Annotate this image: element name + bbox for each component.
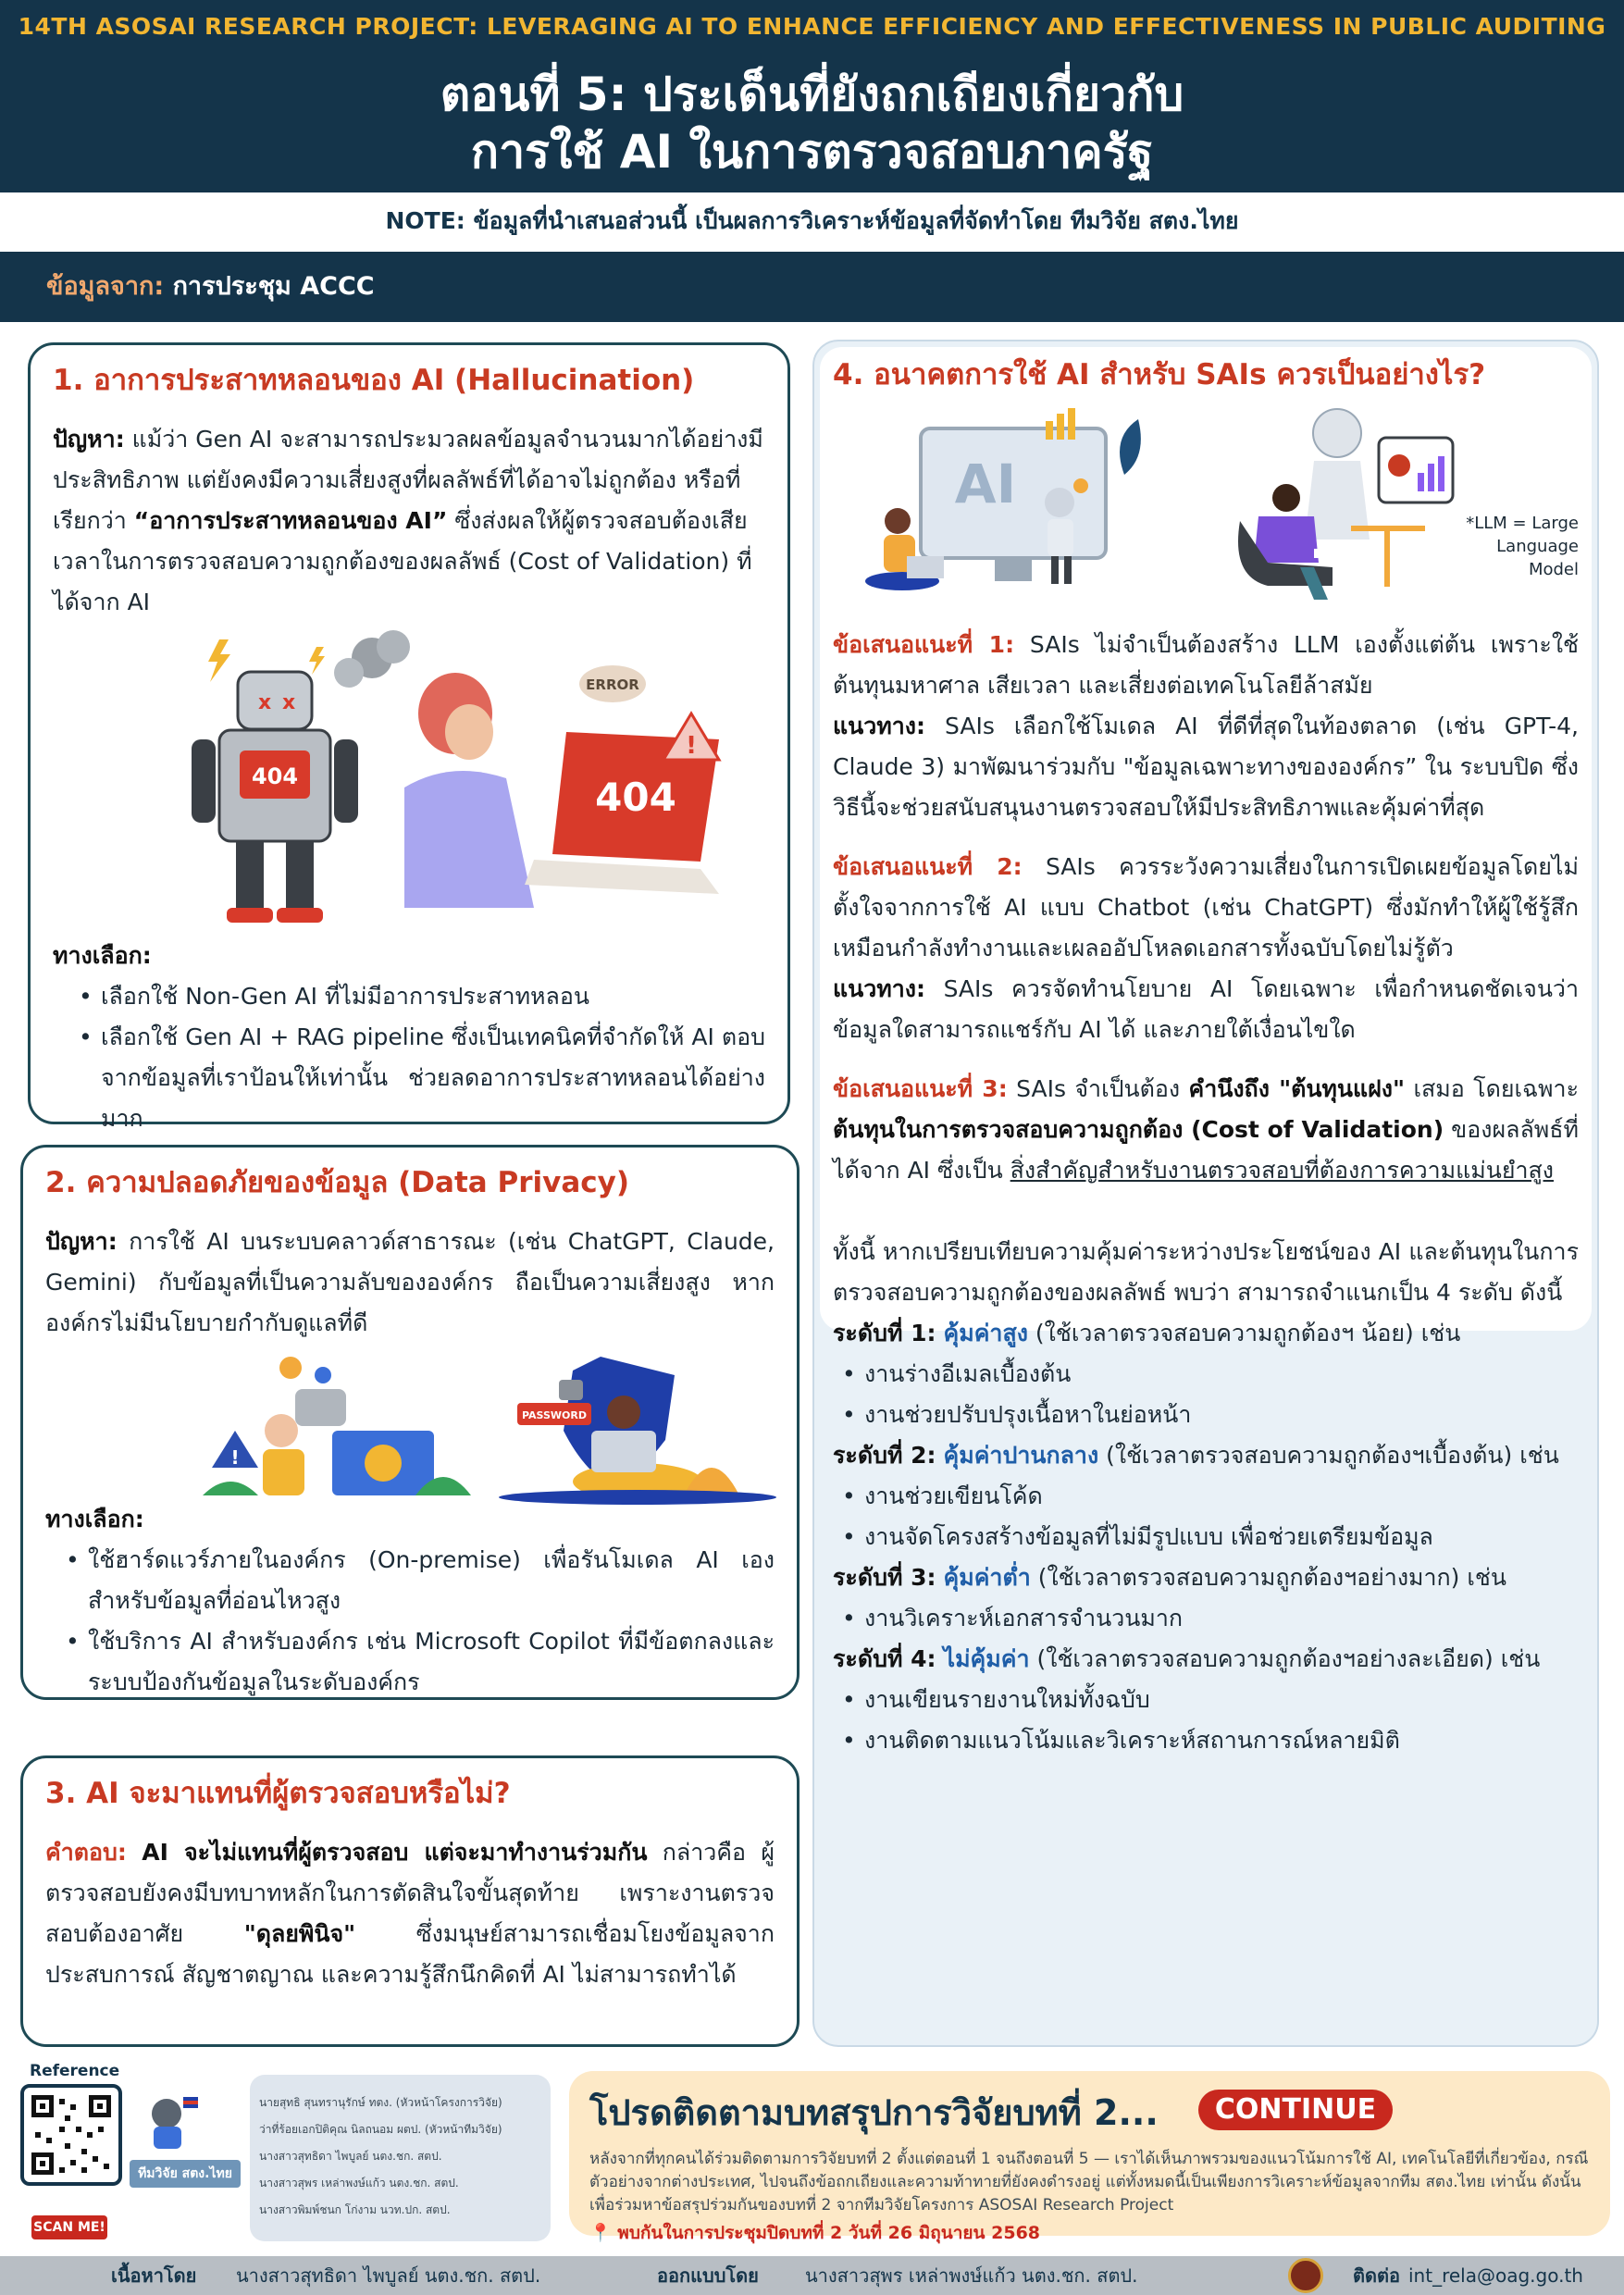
rec2-label: ข้อเสนอแนะที่ 2: <box>833 853 1023 880</box>
llm-footnote: *LLM = Large Language Model <box>1466 514 1579 579</box>
ai-replace-panel <box>20 1755 800 2047</box>
hallucination-title: 1. อาการประสาทหลอนของ AI (Hallucination) <box>53 364 695 397</box>
page-title-line1: ตอนที่ 5: ประเด็นที่ยังถกเถียงเกี่ยวกับ <box>440 68 1184 121</box>
password-label: PASSWORD <box>521 1409 588 1421</box>
page-title-line2: การใช้ AI ในการตรวจสอบภาครัฐ <box>470 125 1154 179</box>
list-item: • งานติดตามแนวโน้มและวิเคราะห์สถานการณ์หลายมิติ <box>842 1720 1579 1761</box>
recommendation-2 <box>833 847 1579 969</box>
level-name: คุ้มค่าปานกลาง <box>943 1442 1099 1469</box>
list-item: • ใช้ฮาร์ดแวร์ภายในองค์กร (On-premise) เพื่อรันโมเดล AI เอง สำหรับข้อมูลที่อ่อนไหวสูง <box>66 1540 775 1621</box>
content-by-label: เนื้อหาโดย <box>111 2264 197 2287</box>
research-team-mascot-icon <box>137 2090 202 2154</box>
recommendation-2-approach <box>833 969 1579 1050</box>
meeting-date <box>589 2219 1590 2247</box>
hallucination-options <box>79 976 765 1139</box>
list-item: • งานร่างอีเมลเบื้องต้น <box>842 1354 1579 1395</box>
list-item: • เลือกใช้ Gen AI + RAG pipeline ซึ่งเป็นเทคนิคที่จำกัดให้ AI ตอบจากข้อมูลที่เราป้อนให้เท่านั้น ช่วยลดอาการประสาทหลอนได้อย่างมาก <box>79 1017 765 1139</box>
rec3-label: ข้อเสนอแนะที่ 3: <box>833 1075 1008 1102</box>
answer-label: คำตอบ: <box>45 1839 127 1866</box>
list-item: • ใช้บริการ AI สำหรับองค์กร เช่น Microsoft Copilot ที่มีข้อตกลงและระบบป้องกันข้อมูลในระดับองค์กร <box>66 1621 775 1703</box>
list-item: • เลือกใช้ Non-Gen AI ที่ไม่มีอาการประสาทหลอน <box>79 976 765 1017</box>
level-desc: (ใช้เวลาตรวจสอบความถูกต้องฯอย่างละเอียด) เช่น <box>1036 1645 1541 1672</box>
location-pin-icon: 📍 <box>589 2223 612 2243</box>
level-4 <box>833 1639 1579 1680</box>
rec2-way-text: SAIs ควรจัดทำนโยบาย AI โดยเฉพาะ เพื่อกำหนดชัดเจนว่าข้อมูลใดสามารถแชร์กับ AI ได้ และภายใต้เงื่อนไขใด <box>833 975 1579 1043</box>
future-ai-title: 4. อนาคตการใช้ AI สำหรับ SAIs ควรเป็นอย่างไร? <box>833 358 1486 391</box>
team-member: นางสาวพิมพ์ชนก โก่งาม นวท.ปก. สตป. <box>259 2203 451 2216</box>
recommendation-3 <box>833 1069 1579 1191</box>
future-ai-panel <box>812 340 1599 2047</box>
svg-text:!: ! <box>686 732 697 760</box>
problem-emphasis: “อาการประสาทหลอนของ AI” <box>133 507 448 534</box>
level-2-items <box>842 1476 1579 1557</box>
cost-comparison-intro: ทั้งนี้ หากเปรียบเทียบความคุ้มค่าระหว่างประโยชน์ของ AI และต้นทุนในการตรวจสอบความถูกต้องของผลลัพธ์ พบว่า สามารถจำแนกเป็น 4 ระดับ ดังนี้ <box>833 1238 1579 1306</box>
problem-label: ปัญหา: <box>45 1228 118 1255</box>
level-name: คุ้มค่าต่ำ <box>943 1564 1031 1591</box>
contact-email[interactable]: int_rela@oag.go.th <box>1408 2264 1583 2287</box>
laptop-404-code: 404 <box>595 775 676 820</box>
level-1 <box>833 1313 1579 1354</box>
header-banner <box>0 0 1624 192</box>
team-member: ว่าที่ร้อยเอกปิติคุณ นิลถนอม ผตป. (หัวหน้าทีมวิจัย) <box>259 2123 502 2136</box>
contact-label: ติดต่อ <box>1353 2264 1400 2287</box>
source-bar <box>0 252 1624 322</box>
ai-replace-title: 3. AI จะมาแทนที่ผู้ตรวจสอบหรือไม่? <box>45 1777 511 1810</box>
recommendation-1 <box>833 625 1579 706</box>
svg-text:!: ! <box>230 1446 240 1469</box>
continue-body: หลังจากที่ทุกคนได้ร่วมติดตามการวิจัยบทที่ 2 ตั้งแต่ตอนที่ 1 จนถึงตอนที่ 5 — เราได้เห็นภาพรวมของแนวโน้มการใช้ AI, เทคโนโลยีที่เกี่ยวข้อง, กรณีตัวอย่างจากต่างประเทศ, ไปจนถึงข้อถกเถียงและความท้าทายที่ยังคงดำรงอยู่ แต่ทั้งหมดนี้เป็นเพียงการวิเคราะห์ข้อมูลจากทีม สตง.ไทย เท่านั้น ดังนั้น เพื่อร่วมหาข้อสรุปร่วมกันของบทที่ 2 จากทีมวิจัยโครงการ ASOSAI Research Project <box>589 2150 1589 2214</box>
level-3-items <box>842 1598 1579 1639</box>
rec2-way-label: แนวทาง: <box>833 975 925 1002</box>
future-ai-content <box>833 356 1579 1761</box>
oag-seal-icon <box>1288 2258 1323 2293</box>
monitor-ai-text: AI <box>954 453 1017 515</box>
options-label: ทางเลือก: <box>45 1506 144 1532</box>
continue-banner <box>569 2071 1610 2243</box>
ai-replace-answer <box>45 1832 775 1995</box>
source-value: การประชุม ACCC <box>172 272 375 301</box>
svg-text:x: x <box>258 691 272 714</box>
level-label: ระดับที่ 2: <box>833 1442 936 1469</box>
source-label: ข้อมูลจาก: <box>46 272 165 301</box>
project-eyebrow: 14TH ASOSAI RESEARCH PROJECT: LEVERAGING AI TO ENHANCE EFFICIENCY AND EFFECTIVENESS IN PUBLIC AUDITING <box>18 13 1606 40</box>
list-item: • งานวิเคราะห์เอกสารจำนวนมาก <box>842 1598 1579 1639</box>
recommendation-1-approach <box>833 706 1579 828</box>
rec1-way-text: SAIs เลือกใช้โมเดล AI ที่ดีที่สุดในท้องตลาด (เช่น GPT-4, Claude 3) มาพัฒนาร่วมกับ "ข้อมูลเฉพาะทางขององค์กร” ใน ระบบปิด ซึ่งวิธีนี้จะช่วยสนับสนุนงานตรวจสอบให้มีประสิทธิภาพและคุ้มค่าที่สุด <box>833 713 1579 821</box>
team-member: นางสาวสุทธิดา ไพบูลย์ นตง.ชก. สตป. <box>259 2150 442 2163</box>
hallucination-panel <box>28 342 790 1132</box>
credits-bar <box>0 2256 1624 2295</box>
level-4-items <box>842 1680 1579 1761</box>
privacy-problem-text: การใช้ AI บนระบบคลาวด์สาธารณะ (เช่น ChatGPT, Claude, Gemini) กับข้อมูลที่เป็นความลับขององค์กร ถือเป็นความเสี่ยงสูง หากองค์กรไม่มีนโยบายกำกับดูแลที่ดี <box>45 1228 775 1336</box>
rec3-underline: สิ่งสำคัญสำหรับงานตรวจสอบที่ต้องการความแม่นยำสูง <box>1010 1157 1554 1184</box>
level-label: ระดับที่ 3: <box>833 1564 936 1591</box>
data-security-image <box>45 1347 776 1505</box>
note-text: NOTE: ข้อมูลที่นำเสนอส่วนนี้ เป็นผลการวิเคราะห์ข้อมูลที่จัดทำโดย ทีมวิจัย สตง.ไทย <box>385 207 1239 234</box>
problem-text-a: แม้ว่า Gen AI จะสามารถประมวลผลข้อมูลจำนวนมากได้อย่างมีประสิทธิภาพ แต่ยังคงมีความเสี่ยงสูงที่ผลลัพธ์ที่ได้อาจไม่ถูกต้อง หรือที่เรียกว่า <box>53 426 763 534</box>
rec3-bold-1: คำนึงถึง "ต้นทุนแฝง" <box>1188 1075 1405 1102</box>
answer-text-b: ซึ่งมนุษย์สามารถเชื่อมโยงข้อมูลจากประสบการณ์ สัญชาตญาณ และความรู้สึกนึกคิดที่ AI ไม่สามารถทำได้ <box>45 1920 775 1988</box>
list-item: • งานจัดโครงสร้างข้อมูลที่ไม่มีรูปแบบ เพื่อช่วยเตรียมข้อมูล <box>842 1517 1579 1557</box>
team-member: นายสุทธิ สุนทรานุรักษ์ ทตง. (หัวหน้าโครงการวิจัย) <box>259 2096 502 2109</box>
list-item: • งานช่วยปรับปรุงเนื้อหาในย่อหน้า <box>842 1395 1579 1435</box>
rec1-text: SAIs ไม่จำเป็นต้องสร้าง LLM เองตั้งแต่ต้น เพราะใช้ต้นทุนมหาศาล เสียเวลา และเสี่ยงต่อเทคโนโลยีล้าสมัย <box>833 631 1579 699</box>
options-label: ทางเลือก: <box>53 942 152 969</box>
level-3 <box>833 1557 1579 1598</box>
future-ai-illustration <box>833 401 1579 614</box>
rec3-text-c: ของผลลัพธ์ที่ได้จาก AI ซึ่งเป็น <box>833 1116 1579 1184</box>
rec3-text-a: SAIs จำเป็นต้อง <box>1016 1075 1181 1102</box>
privacy-problem <box>45 1222 775 1344</box>
hallucination-problem <box>53 419 765 623</box>
svg-text:x: x <box>282 691 296 714</box>
list-item: • งานเขียนรายงานใหม่ทั้งฉบับ <box>842 1680 1579 1720</box>
level-desc: (ใช้เวลาตรวจสอบความถูกต้องฯเบื้องต้น) เช่น <box>1106 1442 1559 1469</box>
design-by-name: นางสาวสุพร เหล่าพงษ์แก้ว นตง.ชก. สตป. <box>805 2264 1138 2287</box>
reference-label: Reference <box>30 2062 120 2080</box>
level-label: ระดับที่ 4: <box>833 1645 936 1672</box>
team-members-box <box>250 2075 551 2241</box>
privacy-options <box>66 1540 775 1703</box>
answer-emphasis: "ดุลยพินิจ" <box>243 1920 356 1947</box>
rec1-way-label: แนวทาง: <box>833 713 925 739</box>
rec2-text: SAIs ควรระวังความเสี่ยงในการเปิดเผยข้อมูลโดยไม่ตั้งใจจากการใช้ AI แบบ Chatbot (เช่น ChatGPT) ซึ่งมักทำให้ผู้ใช้รู้สึกเหมือนกำลังทำงานและเผลออัปโหลดเอกสารทั้งฉบับโดยไม่รู้ตัว <box>833 853 1579 961</box>
data-privacy-title: 2. ความปลอดภัยของข้อมูล (Data Privacy) <box>45 1166 629 1199</box>
qr-code-icon <box>31 2095 111 2175</box>
design-by-label: ออกแบบโดย <box>657 2264 759 2287</box>
robot-error-image <box>53 630 765 936</box>
error-bubble-text: ERROR <box>586 676 639 693</box>
continue-button[interactable]: CONTINUE <box>1198 2090 1393 2130</box>
level-label: ระดับที่ 1: <box>833 1320 936 1346</box>
qr-code[interactable] <box>20 2084 122 2186</box>
value-levels <box>833 1313 1579 1761</box>
privacy-illustration <box>45 1347 775 1505</box>
level-name: ไม่คุ้มค่า <box>943 1645 1030 1672</box>
level-2 <box>833 1435 1579 1476</box>
level-name: คุ้มค่าสูง <box>943 1320 1028 1346</box>
ai-collaboration-image <box>833 401 1573 614</box>
team-badge: ทีมวิจัย สตง.ไทย <box>130 2160 241 2188</box>
level-1-items <box>842 1354 1579 1435</box>
team-member: นางสาวสุพร เหล่าพงษ์แก้ว นตง.ชก. สตป. <box>259 2177 459 2190</box>
list-item: • งานช่วยเขียนโค้ด <box>842 1476 1579 1517</box>
data-privacy-panel <box>20 1145 800 1700</box>
level-desc: (ใช้เวลาตรวจสอบความถูกต้องฯ น้อย) เช่น <box>1035 1320 1461 1346</box>
answer-text-a: กล่าวคือ ผู้ตรวจสอบยังคงมีบทบาทหลักในการตัดสินใจขั้นสุดท้าย เพราะงานตรวจสอบต้องอาศัย <box>45 1839 775 1947</box>
meeting-date-text: พบกันในการประชุมปิดบทที่ 2 วันที่ 26 มิถุนายน 2568 <box>617 2223 1041 2243</box>
content-by-name: นางสาวสุทธิดา ไพบูลย์ นตง.ชก. สตป. <box>236 2264 541 2287</box>
continue-title: โปรดติดตามบทสรุปการวิจัยบทที่ 2... <box>589 2092 1159 2133</box>
rec3-text-b: เสมอ โดยเฉพาะ <box>1413 1075 1579 1102</box>
scan-me-button[interactable]: SCAN ME! <box>31 2215 107 2239</box>
robot-404-code: 404 <box>251 763 299 789</box>
level-desc: (ใช้เวลาตรวจสอบความถูกต้องฯอย่างมาก) เช่น <box>1037 1564 1506 1591</box>
problem-label: ปัญหา: <box>53 426 125 453</box>
rec3-bold-2: ต้นทุนในการตรวจสอบความถูกต้อง (Cost of Validation) <box>833 1116 1444 1143</box>
answer-bold: AI จะไม่แทนที่ผู้ตรวจสอบ แต่จะมาทำงานร่วมกัน <box>142 1839 648 1866</box>
rec1-label: ข้อเสนอแนะที่ 1: <box>833 631 1015 658</box>
reference-area <box>0 2062 560 2252</box>
hallucination-illustration <box>53 630 765 936</box>
problem-text-b: ซึ่งส่งผลให้ผู้ตรวจสอบต้องเสียเวลาในการตรวจสอบความถูกต้องของผลลัพธ์ (Cost of Validation) ที่ได้จาก AI <box>53 507 752 615</box>
